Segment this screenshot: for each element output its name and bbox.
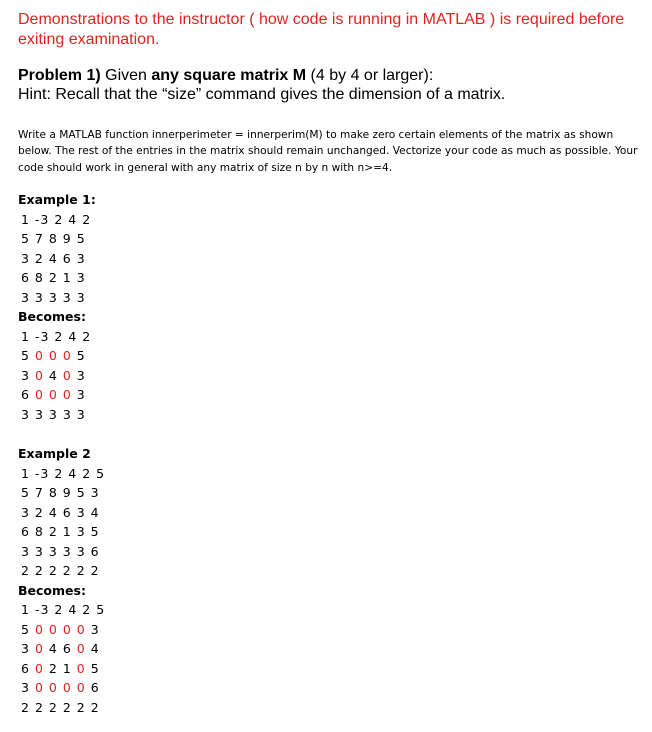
matrix-entry: 0 — [76, 680, 86, 695]
matrix-entry: 0 — [34, 348, 44, 363]
result-row — [18, 327, 96, 347]
result-row — [18, 405, 96, 425]
problem-label: Problem 1) — [18, 67, 101, 84]
matrix-entry: 3 — [62, 406, 72, 422]
matrix-entry: 0 — [48, 621, 58, 637]
matrix-entry: 2 — [48, 660, 58, 676]
example-title: Example 1: — [18, 192, 96, 207]
matrix-entry: 2 — [76, 699, 86, 715]
matrix-entry: 2 — [54, 328, 64, 344]
matrix-entry: 0 — [76, 641, 86, 656]
matrix-entry: 3 — [76, 387, 86, 402]
matrix-entry: 5 — [90, 660, 100, 676]
matrix-entry: 5 — [21, 621, 30, 637]
matrix-entry: 0 — [34, 660, 44, 676]
matrix-row: 3 3 3 3 3 6 — [21, 543, 100, 559]
problem-hint: Hint: Recall that the “size” command gives the dimension of a matrix. — [18, 86, 506, 103]
matrix-entry: 2 — [48, 699, 58, 715]
matrix-entry: 6 — [90, 680, 100, 695]
matrix-entry: 1 — [62, 660, 72, 676]
problem-text-1: Given — [100, 67, 152, 84]
matrix-entry: 2 — [90, 699, 100, 715]
matrix-entry: 5 — [96, 602, 106, 617]
matrix-entry: 0 — [34, 621, 44, 637]
result-row — [18, 620, 105, 640]
matrix-entry: 0 — [34, 641, 44, 656]
matrix-entry: 6 — [62, 641, 72, 656]
matrix-entry: 2 — [62, 699, 72, 715]
matrix-row: 3 2 4 6 3 — [21, 250, 86, 266]
matrix-entry: 0 — [62, 367, 72, 383]
matrix-entry: 4 — [48, 641, 58, 656]
matrix-row: 1 -3 2 4 2 — [21, 211, 92, 227]
matrix-entry: 3 — [21, 406, 30, 422]
matrix-entry: 0 — [48, 387, 58, 402]
matrix-entry: 0 — [62, 680, 72, 695]
input-matrix — [18, 210, 96, 308]
matrix-entry: 1 — [21, 602, 30, 617]
matrix-entry: 0 — [76, 660, 86, 676]
matrix-entry: 3 — [21, 680, 30, 695]
matrix-entry: 2 — [21, 699, 30, 715]
matrix-entry: 0 — [62, 621, 72, 637]
matrix-entry: 3 — [48, 406, 58, 422]
matrix-entry: 3 — [21, 641, 30, 656]
matrix-entry: 5 — [21, 348, 30, 363]
matrix-entry: 0 — [48, 680, 58, 695]
matrix-row: 2 2 2 2 2 2 — [21, 563, 100, 578]
matrix-entry: 3 — [76, 367, 86, 383]
matrix-row: 1 -3 2 4 2 5 — [21, 465, 106, 481]
matrix-entry: 4 — [68, 328, 78, 344]
problem-statement — [18, 66, 505, 104]
problem-bold-text: any square matrix M — [151, 67, 307, 84]
matrix-entry: 0 — [34, 367, 44, 383]
problem-text-2: (4 by 4 or larger): — [306, 67, 434, 84]
matrix-entry: 2 — [82, 328, 92, 344]
matrix-entry: 6 — [21, 387, 30, 402]
matrix-row: 6 8 2 1 3 — [21, 270, 86, 285]
matrix-row: 5 7 8 9 5 — [21, 231, 86, 246]
example-1 — [18, 190, 96, 424]
input-matrix — [18, 464, 105, 581]
result-row — [18, 600, 105, 620]
matrix-entry: 1 — [21, 328, 30, 344]
result-row — [18, 639, 105, 659]
matrix-entry: 3 — [34, 406, 44, 422]
matrix-entry: 6 — [21, 660, 30, 676]
matrix-entry: 0 — [48, 348, 58, 363]
matrix-entry: 4 — [68, 602, 78, 617]
matrix-entry: 0 — [34, 387, 44, 402]
matrix-entry: -3 — [34, 602, 50, 617]
matrix-entry: 2 — [34, 699, 44, 715]
result-row — [18, 678, 105, 698]
matrix-entry: 0 — [62, 348, 72, 363]
becomes-label: Becomes: — [18, 309, 86, 324]
exam-notice: Demonstrations to the instructor ( how code is running in MATLAB ) is required before exiting examination. — [18, 11, 625, 48]
example-title: Example 2 — [18, 446, 91, 461]
result-row — [18, 346, 96, 366]
matrix-entry: 2 — [54, 602, 64, 617]
matrix-entry: 0 — [34, 680, 44, 695]
matrix-entry: 3 — [76, 406, 86, 422]
matrix-row: 3 2 4 6 3 4 — [21, 504, 100, 520]
result-matrix — [18, 327, 96, 425]
becomes-label: Becomes: — [18, 582, 86, 598]
matrix-entry: 4 — [90, 641, 100, 656]
matrix-row: 3 3 3 3 3 — [21, 289, 86, 305]
matrix-row: 5 7 8 9 5 3 — [21, 485, 100, 500]
matrix-entry: 0 — [76, 621, 86, 637]
matrix-entry: 3 — [21, 367, 30, 383]
matrix-entry: 5 — [76, 348, 86, 363]
example-2 — [18, 444, 105, 717]
result-row — [18, 366, 96, 386]
matrix-entry: 4 — [48, 367, 58, 383]
result-row — [18, 385, 96, 405]
matrix-row: 6 8 2 1 3 5 — [21, 524, 100, 539]
instructions: Write a MATLAB function innerperimeter = innerperim(M) to make zero certain elements of the matrix as shown below. The rest of the entries in the matrix should remain unchanged. Vectorize your code as much as possible. Your code should work in general with any matrix of size n by n with n>=4. — [18, 129, 638, 174]
result-row — [18, 698, 105, 718]
matrix-entry: 3 — [90, 621, 100, 637]
matrix-entry: -3 — [34, 328, 50, 344]
matrix-entry: 0 — [62, 387, 72, 402]
result-matrix — [18, 600, 105, 717]
matrix-entry: 2 — [82, 602, 92, 617]
result-row — [18, 659, 105, 679]
